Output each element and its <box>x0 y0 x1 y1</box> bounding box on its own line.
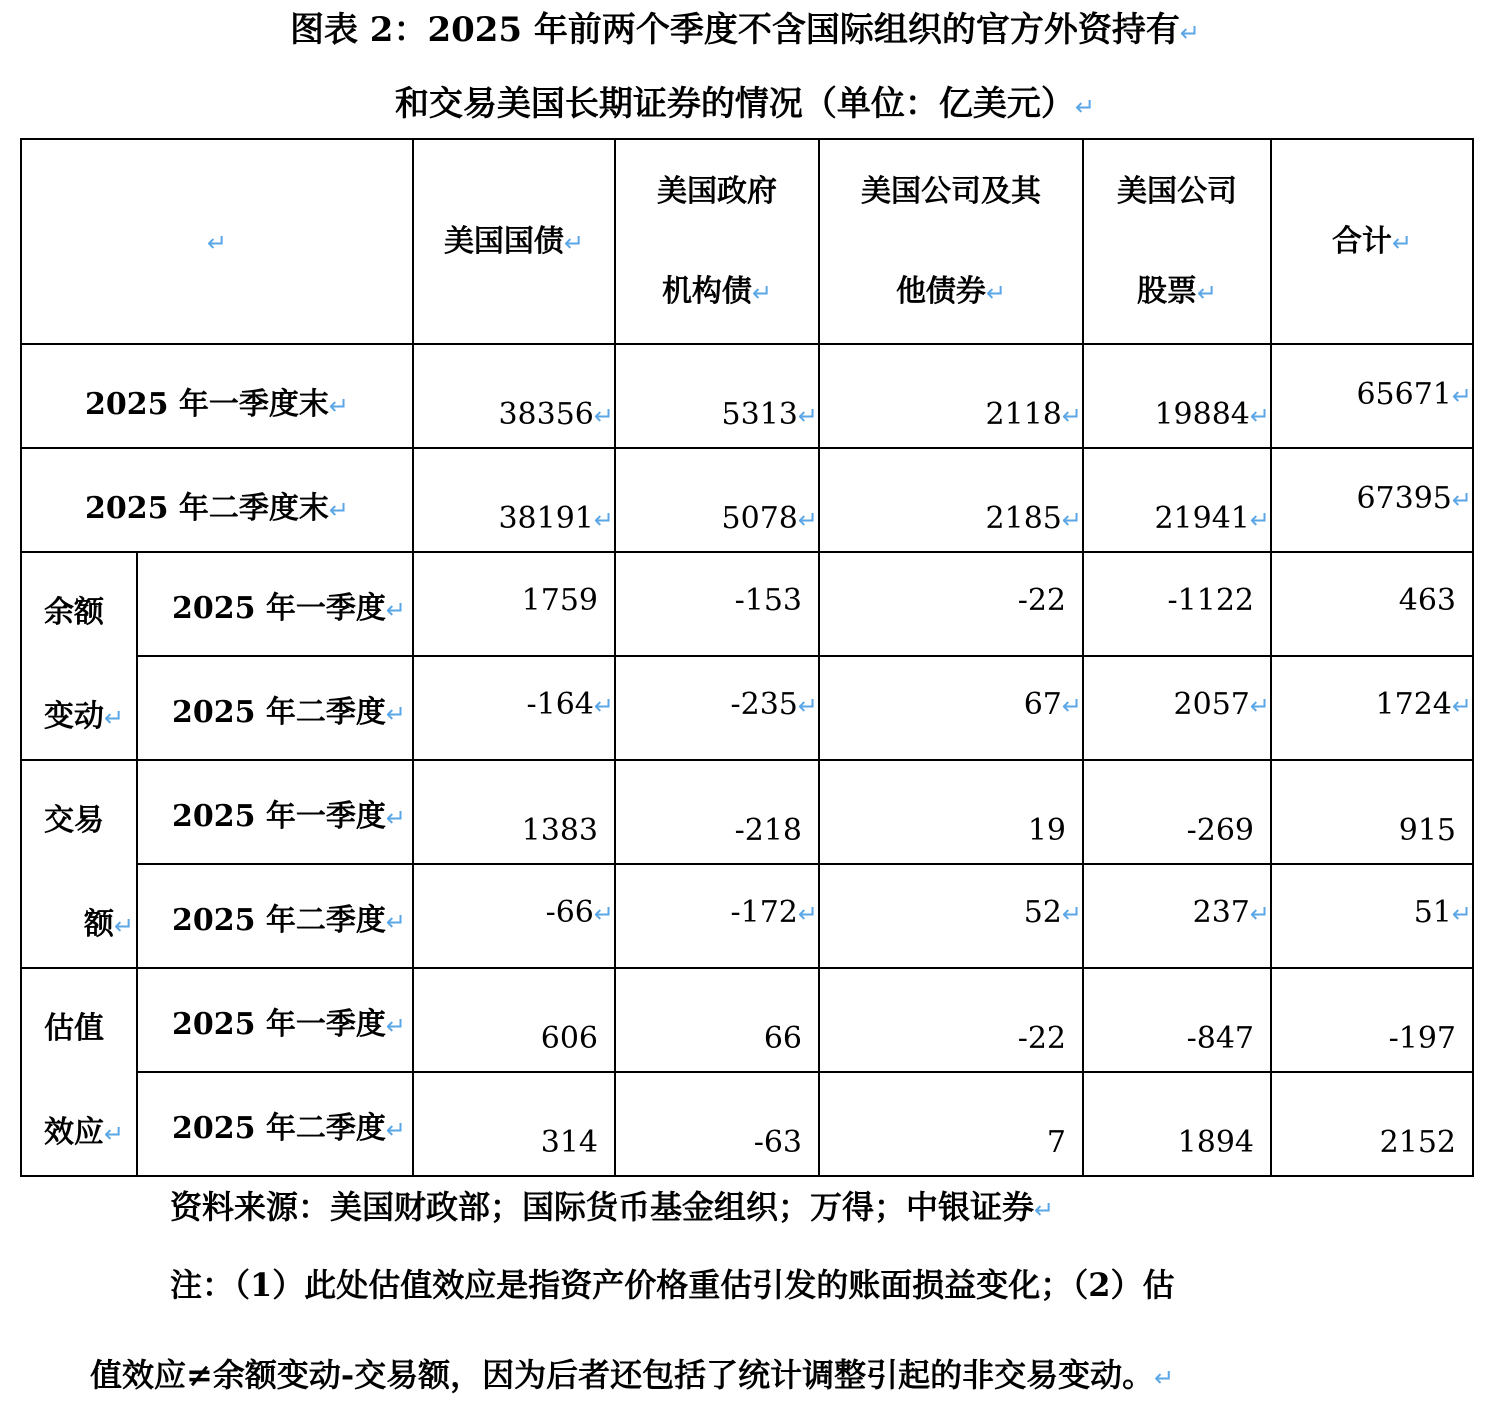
table-cell: 606 <box>413 968 615 1072</box>
table-cell: -63 <box>615 1072 819 1176</box>
paragraph-mark-icon: ↵ <box>797 692 818 720</box>
source-note: 资料来源：美国财政部；国际货币基金组织；万得；中银证券↵ <box>170 1188 1055 1226</box>
paragraph-mark-icon: ↵ <box>1451 382 1472 410</box>
header-agency: 美国政府 机构债↵ <box>615 139 819 344</box>
row-label: 2025 年一季度↵ <box>137 760 413 864</box>
paragraph-mark-icon: ↵ <box>385 596 407 624</box>
paragraph-mark-icon: ↵ <box>385 804 407 832</box>
paragraph-mark-icon: ↵ <box>206 229 228 257</box>
row-label: 2025 年二季度↵ <box>137 656 413 760</box>
table-cell: -164↵ <box>413 656 615 760</box>
table-cell: -269 <box>1083 760 1271 864</box>
paragraph-mark-icon: ↵ <box>797 506 818 534</box>
paragraph-mark-icon: ↵ <box>1451 486 1472 514</box>
table-cell: 314 <box>413 1072 615 1176</box>
table-row <box>21 656 1473 760</box>
table-cell: 1724↵ <box>1271 656 1473 760</box>
paragraph-mark-icon: ↵ <box>1249 692 1270 720</box>
paragraph-mark-icon: ↵ <box>797 900 818 928</box>
header-total: 合计↵ <box>1271 139 1473 344</box>
paragraph-mark-icon: ↵ <box>104 1120 125 1148</box>
table-cell: 1383 <box>413 760 615 864</box>
table-cell: 67395↵ <box>1271 448 1473 552</box>
table-cell: 237↵ <box>1083 864 1271 968</box>
row-label: 2025 年二季度末↵ <box>21 448 413 552</box>
table-cell: 915 <box>1271 760 1473 864</box>
figure-title-line1: 图表 2：2025 年前两个季度不含国际组织的官方外资持有↵ <box>289 10 1201 50</box>
row-label: 2025 年二季度↵ <box>137 1072 413 1176</box>
paragraph-mark-icon: ↵ <box>385 700 407 728</box>
paragraph-mark-icon: ↵ <box>1179 19 1201 47</box>
paragraph-mark-icon: ↵ <box>985 279 1007 307</box>
row-label: 2025 年一季度↵ <box>137 552 413 656</box>
note-line2: 值效应≠余额变动-交易额，因为后者还包括了统计调整引起的非交易变动。↵ <box>90 1356 1175 1394</box>
paragraph-mark-icon: ↵ <box>1249 506 1270 534</box>
note-line1: 注：（1）此处估值效应是指资产价格重估引发的账面损益变化；（2）估 <box>170 1266 1175 1304</box>
table-row <box>21 448 1473 552</box>
group-label-transactions: 交易 额↵ <box>21 760 137 968</box>
paragraph-mark-icon: ↵ <box>593 900 614 928</box>
row-label: 2025 年二季度↵ <box>137 864 413 968</box>
paragraph-mark-icon: ↵ <box>1074 93 1096 121</box>
table-cell: 51↵ <box>1271 864 1473 968</box>
table-cell: 19 <box>819 760 1083 864</box>
table-row <box>21 1072 1473 1176</box>
paragraph-mark-icon: ↵ <box>1451 692 1472 720</box>
table-row <box>21 864 1473 968</box>
paragraph-mark-icon: ↵ <box>751 279 773 307</box>
paragraph-mark-icon: ↵ <box>385 1012 407 1040</box>
table-cell: 67↵ <box>819 656 1083 760</box>
paragraph-mark-icon: ↵ <box>328 392 350 420</box>
table-cell: 5313↵ <box>615 344 819 448</box>
paragraph-mark-icon: ↵ <box>114 912 135 940</box>
paragraph-mark-icon: ↵ <box>1061 402 1082 430</box>
table-row <box>21 344 1473 448</box>
table-cell: -197 <box>1271 968 1473 1072</box>
table-row <box>21 968 1473 1072</box>
table-header-row <box>21 139 1473 344</box>
table-cell: -66↵ <box>413 864 615 968</box>
table-cell: -172↵ <box>615 864 819 968</box>
table-row <box>21 552 1473 656</box>
paragraph-mark-icon: ↵ <box>1061 506 1082 534</box>
figure-title-line2: 和交易美国长期证券的情况（单位：亿美元）↵ <box>394 84 1096 124</box>
paragraph-mark-icon: ↵ <box>1061 692 1082 720</box>
table-cell: 65671↵ <box>1271 344 1473 448</box>
row-label: 2025 年一季度↵ <box>137 968 413 1072</box>
paragraph-mark-icon: ↵ <box>1451 900 1472 928</box>
table-cell: -153 <box>615 552 819 656</box>
header-corner-cell <box>21 139 413 344</box>
header-treasury: 美国国债↵ <box>413 139 615 344</box>
paragraph-mark-icon: ↵ <box>1249 402 1270 430</box>
paragraph-mark-icon: ↵ <box>385 908 407 936</box>
paragraph-mark-icon: ↵ <box>104 704 125 732</box>
paragraph-mark-icon: ↵ <box>593 506 614 534</box>
table-cell: -1122 <box>1083 552 1271 656</box>
table-cell: 7 <box>819 1072 1083 1176</box>
table-cell: -218 <box>615 760 819 864</box>
table-cell: 2185↵ <box>819 448 1083 552</box>
paragraph-mark-icon: ↵ <box>593 692 614 720</box>
table-row <box>21 760 1473 864</box>
paragraph-mark-icon: ↵ <box>563 229 585 257</box>
paragraph-mark-icon: ↵ <box>797 402 818 430</box>
table-cell: 66 <box>615 968 819 1072</box>
table-cell: 2057↵ <box>1083 656 1271 760</box>
row-label: 2025 年一季度末↵ <box>21 344 413 448</box>
header-equities: 美国公司 股票↵ <box>1083 139 1271 344</box>
table-cell: 52↵ <box>819 864 1083 968</box>
paragraph-mark-icon: ↵ <box>1249 900 1270 928</box>
securities-table <box>20 138 1474 1177</box>
table-cell: 2152 <box>1271 1072 1473 1176</box>
paragraph-mark-icon: ↵ <box>1034 1196 1055 1224</box>
paragraph-mark-icon: ↵ <box>1196 279 1218 307</box>
table-cell: 38191↵ <box>413 448 615 552</box>
table-cell: 2118↵ <box>819 344 1083 448</box>
group-label-balance-change: 余额 变动↵ <box>21 552 137 760</box>
table-cell: 19884↵ <box>1083 344 1271 448</box>
paragraph-mark-icon: ↵ <box>385 1116 407 1144</box>
table-cell: 21941↵ <box>1083 448 1271 552</box>
table-cell: 5078↵ <box>615 448 819 552</box>
paragraph-mark-icon: ↵ <box>1061 900 1082 928</box>
table-cell: -847 <box>1083 968 1271 1072</box>
table-cell: 1759 <box>413 552 615 656</box>
table-cell: 38356↵ <box>413 344 615 448</box>
table-cell: 463 <box>1271 552 1473 656</box>
group-label-valuation-effect: 估值 效应↵ <box>21 968 137 1176</box>
table-cell: -22 <box>819 552 1083 656</box>
paragraph-mark-icon: ↵ <box>593 402 614 430</box>
header-corporate-bonds: 美国公司及其 他债券↵ <box>819 139 1083 344</box>
paragraph-mark-icon: ↵ <box>328 496 350 524</box>
table-cell: -235↵ <box>615 656 819 760</box>
table-cell: -22 <box>819 968 1083 1072</box>
paragraph-mark-icon: ↵ <box>1154 1364 1175 1392</box>
paragraph-mark-icon: ↵ <box>1391 229 1413 257</box>
table-cell: 1894 <box>1083 1072 1271 1176</box>
